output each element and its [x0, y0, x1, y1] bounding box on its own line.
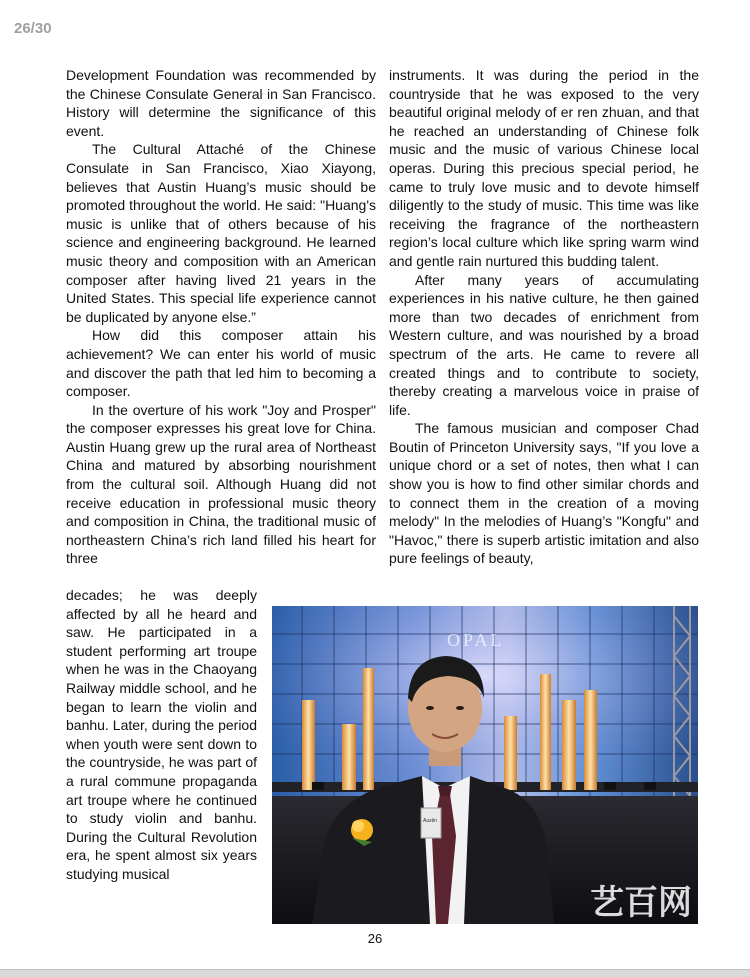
paragraph: After many years of accumulating experiences in his native culture, he then gained more than two decades of enrichment from Western culture, and was nourished by a broad spectrum of the arts. He came to revere all created things and to contribute to society, thereby creating a marvelous voice in praise of life. [389, 271, 699, 418]
composer-photo [272, 606, 698, 924]
paragraph: How did this composer attain his achievement? We can enter his world of music and discover the path that led him to becoming a composer. [66, 327, 376, 400]
article-column-right [389, 66, 699, 568]
article-column-bottom-left [66, 586, 257, 884]
page-number: 26 [367, 931, 383, 946]
paragraph: decades; he was deeply affected by all he heard and saw. He participated in a student performing art troupe when he was in the Chaoyang Railway middle school, and he began to learn the violin and banhu. Later, during the period when youth were sent down to the countryside, he was part of a rural commune propaganda art troupe where he continued to study violin and banhu. During the Cultural Revolution era, he spent almost six years studying musical [66, 587, 257, 882]
page-counter: 26/30 [14, 20, 52, 37]
paragraph: Development Foundation was recommended by the Chinese Consulate General in San Francisco. History will determine the significance of this event. [66, 67, 376, 139]
backdrop-text: OPAL [447, 630, 505, 650]
name-badge: Austin [423, 818, 437, 824]
paragraph: In the overture of his work "Joy and Prosper" the composer expresses his great love for China. Austin Huang grew up the rural area of Northeast China and matured by absorbing nourishment from the cultural soil. Although Huang did not receive education in professional music theory and composition in China, the traditional music of northeastern China’s rich land filled his heart for three [66, 401, 376, 567]
article-column-left [66, 66, 376, 568]
paragraph: The famous musician and composer Chad Boutin of Princeton University says, "If you love a unique chord or a set of notes, then what I can show you is how to find other similar chords and to connect them in the creation of a moving melody" In the melodies of Huang’s "Kongfu" and "Havoc," there is superb artistic imitation and also pure feelings of beauty, [389, 420, 699, 567]
watermark: 艺百网 [590, 883, 692, 923]
composer-photo-illustration [272, 606, 698, 924]
paragraph: instruments. It was during the period in the countryside that he was exposed to the very beautiful original melody of er ren zhuan, and that he reached an understanding of Chinese folk music and the music of various Chinese local operas. During this precious special period, he came to truly love music and to devote himself diligently to the study of music. This time was like receiving the fragrance of the northeastern region’s local culture which like spring warm wind and gentle rain nurtured this budding talent. [389, 67, 699, 269]
paragraph: The Cultural Attaché of the Chinese Consulate in San Francisco, Xiao Xiayong, believes that Austin Huang’s music should be promoted throughout the world. He said: "Huang's music is unlike that of others because of his science and engineering background. He learned music theory and composition with an American composer after having lived 21 years in the United States. This special life experience cannot be duplicated by anyone else.” [66, 141, 376, 325]
